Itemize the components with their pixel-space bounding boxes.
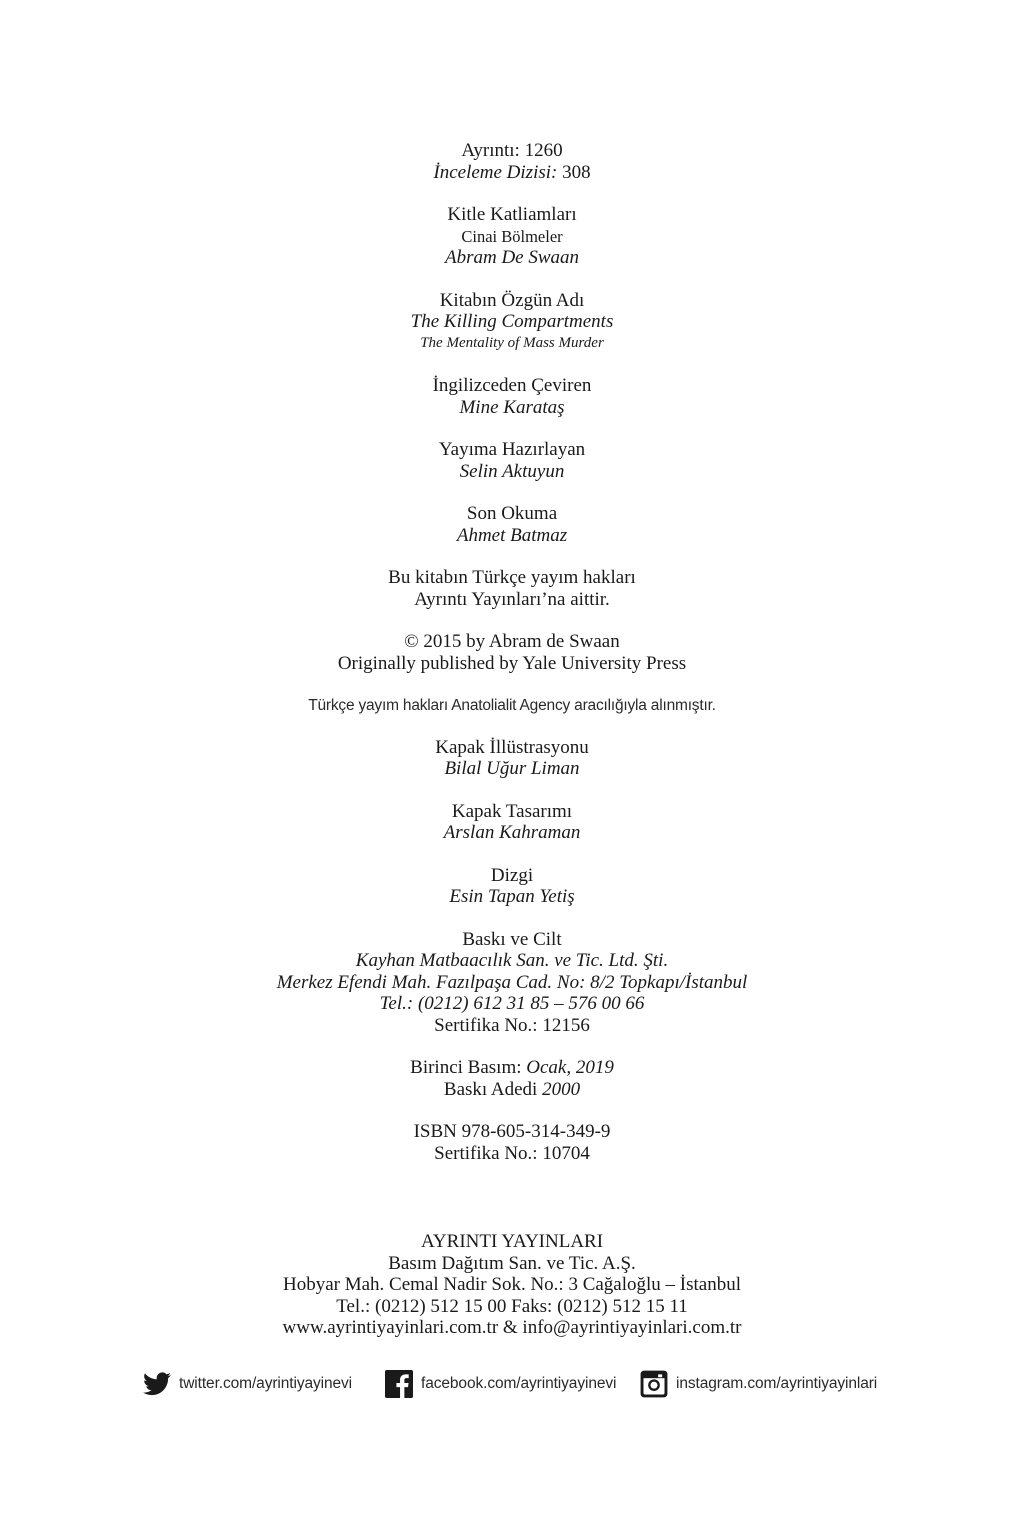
- agency-note: Türkçe yayım hakları Anatolialit Agency aracılığıyla alınmıştır.: [308, 697, 716, 714]
- printing-label: Baskı ve Cilt: [462, 928, 562, 950]
- series-line: [0, 162, 1024, 184]
- printing-address: Merkez Efendi Mah. Fazılpaşa Cad. No: 8/2 Topkapı/İstanbul: [276, 971, 748, 993]
- original-title-label: Kitabın Özgün Adı: [439, 289, 585, 311]
- proofreading-name: Ahmet Batmaz: [456, 524, 568, 546]
- copyright-line-2: Originally published by Yale University Press: [337, 652, 687, 674]
- twitter-bird-icon: [143, 1372, 171, 1396]
- book-author: Abram De Swaan: [444, 247, 580, 268]
- print-run-value: 2000: [542, 1078, 581, 1100]
- first-edition-date: Ocak, 2019: [526, 1057, 614, 1078]
- translator-block: [0, 375, 1024, 418]
- typesetting-block: [0, 865, 1024, 908]
- publisher-web: www.ayrintiyayinlari.com.tr & info@ayrintiyayinlari.com.tr: [282, 1317, 742, 1338]
- publisher-phone: Tel.: (0212) 512 15 00 Faks: (0212) 512 15 11: [336, 1295, 688, 1317]
- translator-label: İngilizceden Çeviren: [432, 375, 592, 396]
- agency-block: [0, 695, 1024, 717]
- printing-block: [0, 929, 1024, 1037]
- publisher-block: [0, 1231, 1024, 1339]
- facebook-link[interactable]: [385, 1364, 616, 1404]
- publisher-address: Hobyar Mah. Cemal Nadir Sok. No.: 3 Cağaloğlu – İstanbul: [282, 1274, 742, 1295]
- rights-line-1: Bu kitabın Türkçe yayım hakları: [388, 567, 636, 588]
- cover-design-name: Arslan Kahraman: [443, 822, 581, 843]
- typesetting-name: Esin Tapan Yetiş: [449, 886, 575, 907]
- editor-label: Yayıma Hazırlayan: [438, 439, 586, 460]
- publisher-company: Basım Dağıtım San. ve Tic. A.Ş.: [388, 1252, 636, 1274]
- book-title: Kitle Katliamları: [447, 204, 577, 225]
- publisher-name: AYRINTI YAYINLARI: [420, 1231, 604, 1252]
- original-title: The Killing Compartments: [410, 311, 614, 332]
- original-title-block: [0, 290, 1024, 355]
- isbn-block: [0, 1121, 1024, 1164]
- title-block: [0, 204, 1024, 269]
- first-edition: [0, 1057, 1024, 1079]
- colophon: [0, 140, 1024, 1185]
- cover-illustration-block: [0, 737, 1024, 780]
- rights-block: [0, 567, 1024, 610]
- twitter-link[interactable]: [143, 1364, 352, 1404]
- instagram-link[interactable]: [640, 1364, 877, 1404]
- first-edition-label: Birinci Basım:: [410, 1057, 527, 1078]
- copyright-line-1: © 2015 by Abram de Swaan: [404, 631, 620, 652]
- facebook-handle: facebook.com/ayrintiyayinevi: [421, 1375, 617, 1392]
- isbn: ISBN 978-605-314-349-9: [413, 1121, 611, 1142]
- twitter-handle: twitter.com/ayrintiyayinevi: [179, 1375, 353, 1392]
- copyright-block: [0, 631, 1024, 674]
- cover-design-label: Kapak Tasarımı: [451, 800, 573, 822]
- printing-certificate: Sertifika No.: 12156: [434, 1014, 590, 1036]
- typesetting-label: Dizgi: [490, 864, 534, 886]
- printing-phone: Tel.: (0212) 612 31 85 – 576 00 66: [379, 993, 645, 1014]
- editor-block: [0, 439, 1024, 482]
- series-name: İnceleme Dizisi:: [433, 161, 558, 183]
- series-info: [0, 140, 1024, 183]
- print-run: [0, 1079, 1024, 1101]
- print-run-label: Baskı Adedi: [443, 1078, 543, 1100]
- edition-block: [0, 1057, 1024, 1100]
- translator-name: Mine Karataş: [459, 396, 565, 418]
- rights-line-2: Ayrıntı Yayınları’na aittir.: [414, 588, 610, 610]
- series-issue: 308: [557, 161, 591, 183]
- proofreading-block: [0, 503, 1024, 546]
- facebook-f-icon: [385, 1370, 413, 1398]
- instagram-camera-icon: [640, 1370, 668, 1398]
- printing-company: Kayhan Matbaacılık San. ve Tic. Ltd. Şti.: [355, 950, 669, 971]
- editor-name: Selin Aktuyun: [459, 460, 565, 482]
- series-number: Ayrıntı: 1260: [461, 140, 563, 161]
- proofreading-label: Son Okuma: [466, 503, 558, 524]
- book-subtitle: Cinai Bölmeler: [461, 226, 563, 246]
- instagram-handle: instagram.com/ayrintiyayinlari: [676, 1375, 878, 1392]
- cover-illustration-name: Bilal Uğur Liman: [444, 758, 580, 779]
- cover-illustration-label: Kapak İllüstrasyonu: [435, 736, 589, 758]
- cover-design-block: [0, 801, 1024, 844]
- social-links: [0, 1364, 1024, 1404]
- original-subtitle: The Mentality of Mass Murder: [420, 334, 604, 351]
- isbn-certificate: Sertifika No.: 10704: [434, 1142, 590, 1164]
